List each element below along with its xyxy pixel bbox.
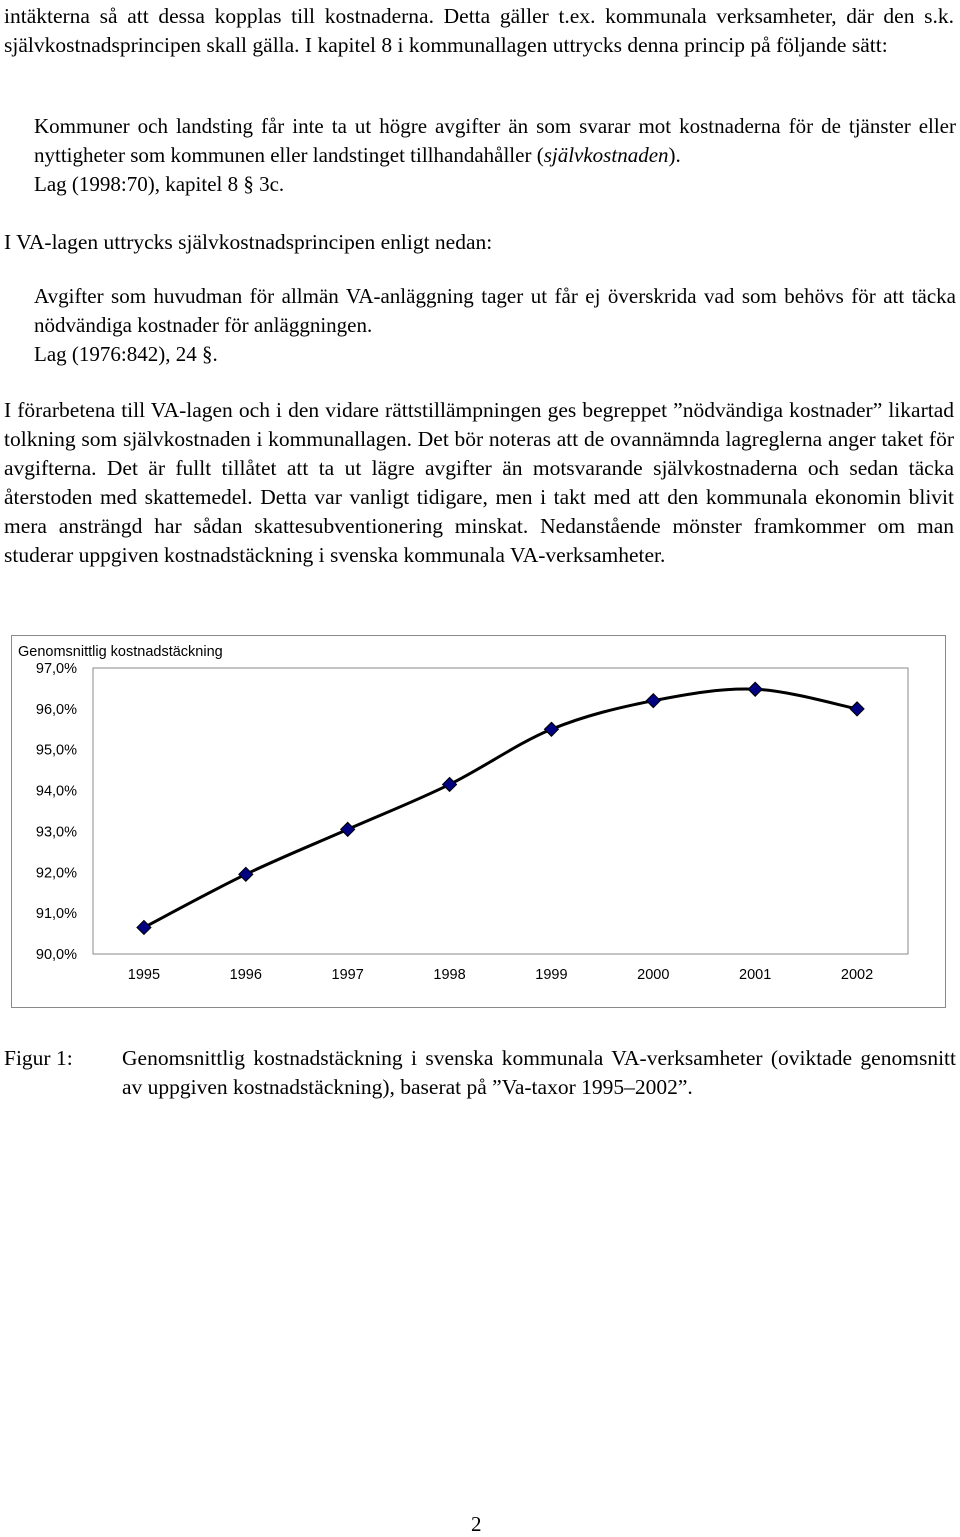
- data-point-marker: [239, 867, 253, 881]
- plot-area: [93, 668, 908, 954]
- y-tick-label: 91,0%: [35, 906, 77, 923]
- x-tick-label: 2002: [840, 967, 874, 983]
- data-point-marker: [544, 722, 558, 736]
- paragraph-intro: intäkterna så att dessa kopplas till kostnaderna. Detta gäller t.ex. kommunala verksamheter, där den s.k. självkostnadsprincipen skall gälla. I kapitel 8 i kommunallagen uttrycks denna princip på följande sätt:: [4, 4, 954, 57]
- y-tick-label: 95,0%: [35, 742, 77, 759]
- figure-caption: Genomsnittlig kostnadstäckning i svenska kommunala VA-verksamheter (oviktade genomsnitt av uppgiven kostnadstäckning), baserat på ”Va-taxor 1995–2002”.: [122, 1046, 956, 1099]
- y-tick-label: 93,0%: [35, 824, 77, 841]
- x-tick-label: 1998: [433, 967, 466, 983]
- paragraph-forarbeten: I förarbetena till VA-lagen och i den vidare rättstillämpningen ges begreppet ”nödvändiga kostnader” likartad tolkning som självkostnaden i kommunallagen. Det bör noteras att de ovannämnda lagreglerna anger taket för avgifterna. Det är fullt tillåtet att ta ut lägre avgifter än motsvarande självkostnaderna och sedan täcka återstoden med skattemedel. Detta var vanligt tidigare, men i takt med att den kommunala ekonomin blivit mera ansträngd har sådan skattesubventionering minskat. Nedanstående mönster framkommer om man studerar uppgiven kostnadstäckning i svenska kommunala VA-verksamheter.: [4, 398, 954, 567]
- quote-reference: Lag (1998:70), kapitel 8 § 3c.: [34, 172, 285, 196]
- x-tick-label: 1999: [535, 967, 568, 983]
- y-tick-label: 96,0%: [35, 701, 77, 718]
- series-line: [144, 689, 857, 927]
- page-number: 2: [471, 1512, 482, 1536]
- quote-kommunallagen: [34, 112, 956, 199]
- x-tick-label: 1996: [229, 967, 262, 983]
- quote-text: Avgifter som huvudman för allmän VA-anläggning tager ut får ej överskrida vad som behövs för att täcka nödvändiga kostnader för anläggningen.: [34, 284, 956, 337]
- data-point-marker: [646, 694, 660, 708]
- y-tick-label: 97,0%: [35, 661, 77, 677]
- x-tick-label: 1997: [331, 967, 364, 983]
- quote-va-lagen: [34, 282, 956, 369]
- data-point-marker: [748, 682, 762, 696]
- y-tick-label: 94,0%: [35, 783, 77, 800]
- chart-container: [11, 635, 946, 1008]
- quote-text: Kommuner och landsting får inte ta ut högre avgifter än som svarar mot kostnaderna för de tjänster eller nyttigheter som kommunen eller landstinget tillhandahåller (: [34, 114, 956, 167]
- x-tick-label: 1995: [127, 967, 161, 983]
- x-tick-label: 2001: [739, 967, 772, 983]
- paragraph-va-lagen: I VA-lagen uttrycks självkostnadsprincipen enligt nedan:: [4, 230, 493, 254]
- data-point-marker: [341, 822, 355, 836]
- data-point-marker: [850, 702, 864, 716]
- line-chart: [12, 636, 947, 1009]
- y-tick-label: 90,0%: [35, 947, 77, 963]
- quote-text-end: ).: [668, 143, 681, 167]
- data-point-marker: [137, 920, 151, 934]
- y-tick-label: 92,0%: [35, 865, 77, 882]
- data-point-marker: [443, 777, 457, 791]
- chart-title: Genomsnittlig kostnadstäckning: [18, 644, 223, 660]
- x-tick-label: 2000: [637, 967, 670, 983]
- quote-reference: Lag (1976:842), 24 §.: [34, 342, 218, 366]
- figure-label: Figur 1:: [4, 1046, 73, 1070]
- quote-italic-term: självkostnaden: [543, 143, 669, 167]
